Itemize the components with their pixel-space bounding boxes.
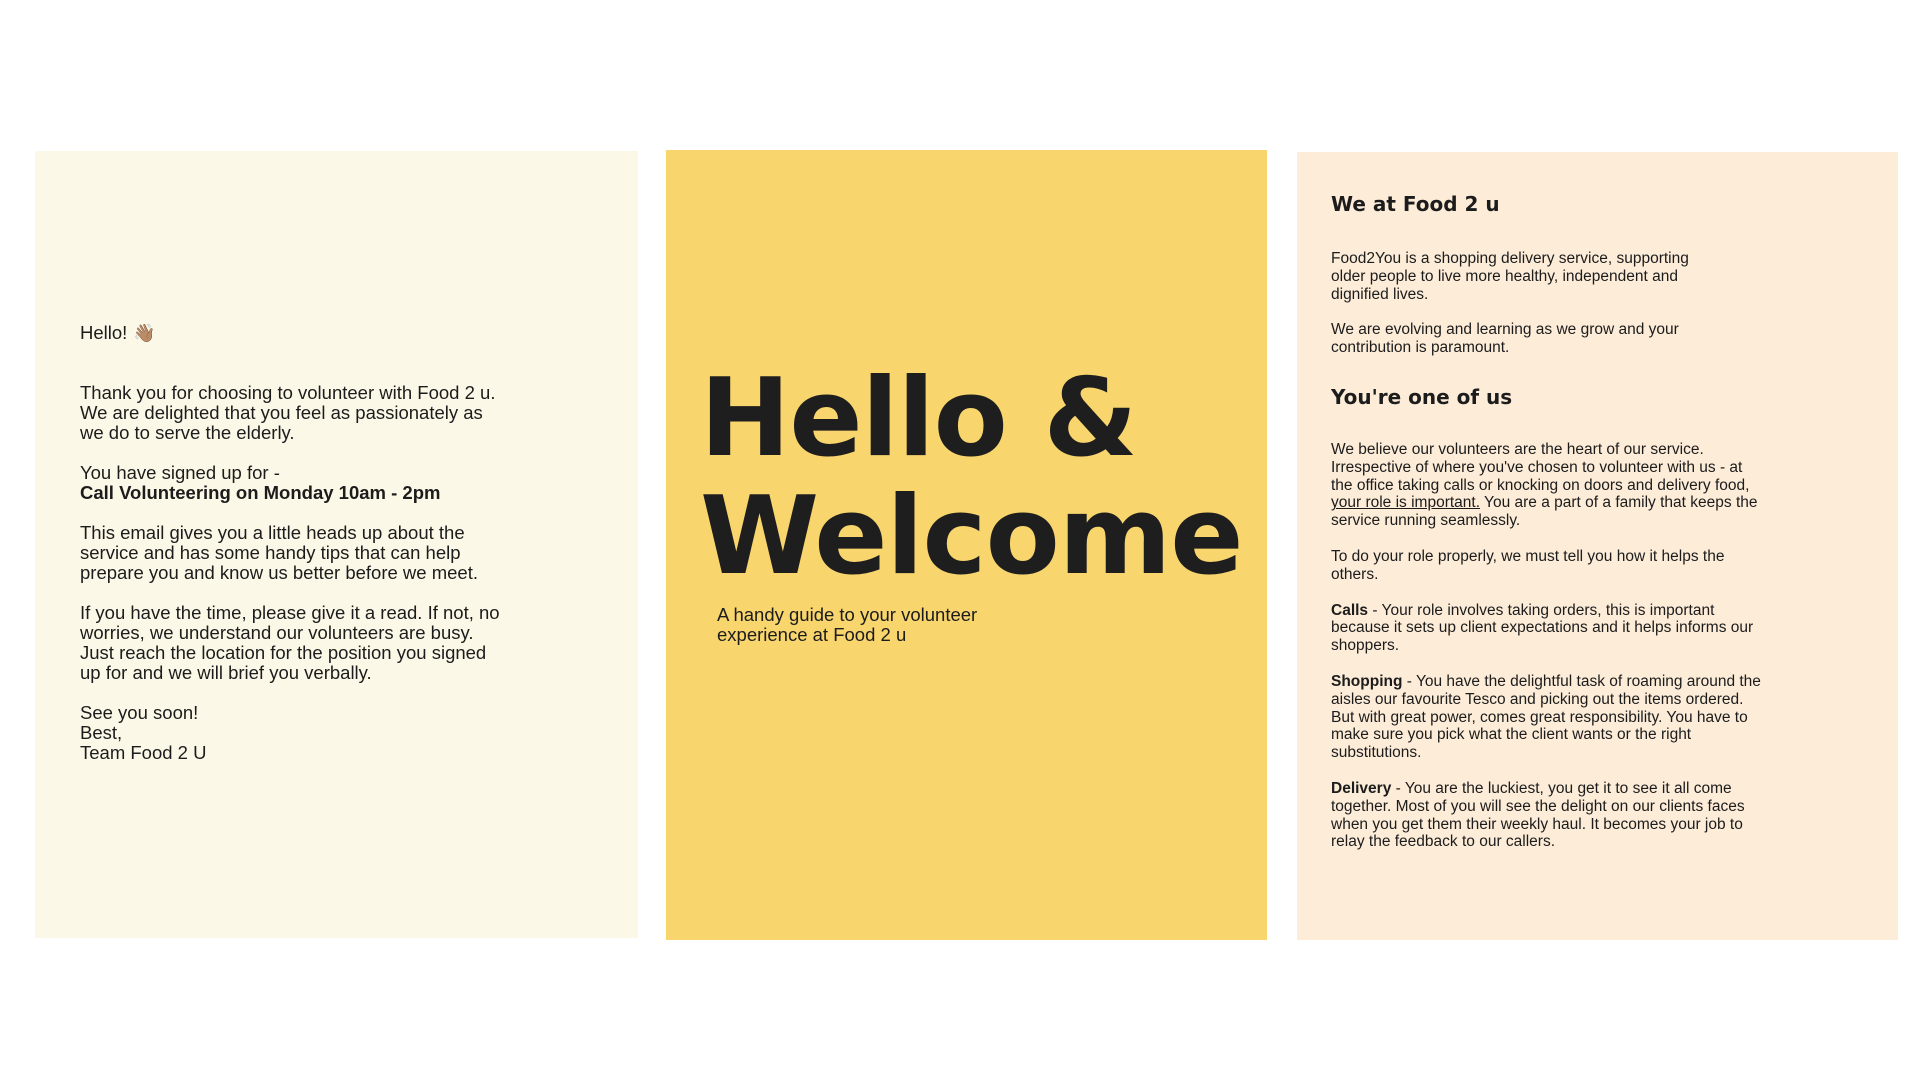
about-line: Food2You is a shopping delivery service, supporting xyxy=(1331,250,1689,267)
todo-paragraph xyxy=(1331,548,1865,584)
shopping-paragraph xyxy=(1331,673,1865,762)
shopping-line: substitutions. xyxy=(1331,744,1422,762)
about-line: older people to live more healthy, independent and xyxy=(1331,267,1678,285)
heads-up-line: prepare you and know us better before we meet. xyxy=(80,562,478,583)
heads-up-line: This email gives you a little heads up about the xyxy=(80,522,465,543)
read-line: Just reach the location for the position you signed xyxy=(80,642,487,663)
intro-line: we do to serve the elderly. xyxy=(80,422,295,443)
closing-line: See you soon! xyxy=(80,702,199,723)
closing-line: Best, xyxy=(80,722,123,743)
delivery-line: together. Most of you will see the delight on our clients faces xyxy=(1331,797,1745,815)
shopping-line: - You have the delightful task of roaming around the xyxy=(1402,672,1761,690)
delivery-line: - You are the luckiest, you get it to see it all come xyxy=(1391,779,1732,797)
signature: Team Food 2 U xyxy=(80,742,207,763)
greeting-line xyxy=(80,323,593,343)
heads-up-line: service and has some handy tips that can help xyxy=(80,542,461,563)
delivery-line: when you get them their weekly haul. It becomes your job to xyxy=(1331,815,1743,833)
heads-up-paragraph xyxy=(80,523,593,583)
cover-panel xyxy=(666,150,1267,940)
about-paragraph xyxy=(1331,250,1865,303)
welcome-letter-panel xyxy=(35,151,638,938)
todo-line: To do your role properly, we must tell you how it helps the xyxy=(1331,547,1725,565)
read-line: up for and we will brief you verbally. xyxy=(80,662,372,683)
believe-line: You are a part of a family that keeps the xyxy=(1480,494,1758,512)
signed-up-label: You have signed up for - xyxy=(80,462,280,483)
calls-line: shoppers. xyxy=(1331,637,1400,655)
believe-line: Irrespective of where you've chosen to volunteer with us - at xyxy=(1331,458,1743,476)
delivery-paragraph xyxy=(1331,780,1865,851)
cover-subtitle-line: experience at Food 2 u xyxy=(717,624,907,645)
read-line: If you have the time, please give it a read. If not, no xyxy=(80,602,500,623)
waving-hand-icon: 👋🏽 xyxy=(133,323,156,343)
shopping-line: aisles our favourite Tesco and picking out the items ordered. xyxy=(1331,690,1744,708)
shopping-line: But with great power, comes great responsibility. You have to xyxy=(1331,708,1748,726)
believe-line: service running seamlessly. xyxy=(1331,512,1521,530)
evolving-line: contribution is paramount. xyxy=(1331,339,1510,357)
calls-line: because it sets up client expectations and it helps informs our xyxy=(1331,619,1754,637)
cover-title-line: Welcome xyxy=(700,474,1243,599)
cover-subtitle xyxy=(717,605,1047,645)
shopping-label: Shopping xyxy=(1331,672,1403,690)
evolving-paragraph xyxy=(1331,321,1865,357)
cover-title-line: Hello & xyxy=(700,356,1137,481)
cover-subtitle-line: A handy guide to your volunteer xyxy=(717,604,978,625)
evolving-line: We are evolving and learning as we grow and your xyxy=(1331,321,1679,339)
role-important-text: your role is important. xyxy=(1331,494,1481,512)
cover-title xyxy=(700,356,1243,599)
about-heading: We at Food 2 u xyxy=(1331,192,1500,216)
info-panel xyxy=(1297,152,1898,940)
signup-paragraph xyxy=(80,463,593,503)
intro-line: Thank you for choosing to volunteer with Food 2 u. xyxy=(80,382,496,403)
one-of-us-heading: You're one of us xyxy=(1331,384,1513,409)
read-line: worries, we understand our volunteers are busy. xyxy=(80,622,474,643)
about-line: dignified lives. xyxy=(1331,285,1429,303)
signed-up-value: Call Volunteering on Monday 10am - 2pm xyxy=(80,482,441,503)
calls-line: - Your role involves taking orders, this is important xyxy=(1368,601,1715,619)
believe-line: We believe our volunteers are the heart of our service. xyxy=(1331,440,1704,458)
delivery-line: relay the feedback to our callers. xyxy=(1331,833,1556,851)
calls-label: Calls xyxy=(1331,601,1369,619)
believe-paragraph xyxy=(1331,441,1865,530)
calls-paragraph xyxy=(1331,602,1865,655)
closing-paragraph xyxy=(80,703,593,763)
read-paragraph xyxy=(80,603,593,683)
shopping-line: make sure you pick what the client wants or the right xyxy=(1331,726,1692,744)
greeting-text: Hello! xyxy=(80,322,128,343)
todo-line: others. xyxy=(1331,565,1379,583)
intro-paragraph xyxy=(80,383,593,443)
delivery-label: Delivery xyxy=(1331,779,1392,797)
intro-line: We are delighted that you feel as passionately as xyxy=(80,402,483,423)
believe-line: the office taking calls or knocking on doors and delivery food, xyxy=(1331,476,1750,494)
